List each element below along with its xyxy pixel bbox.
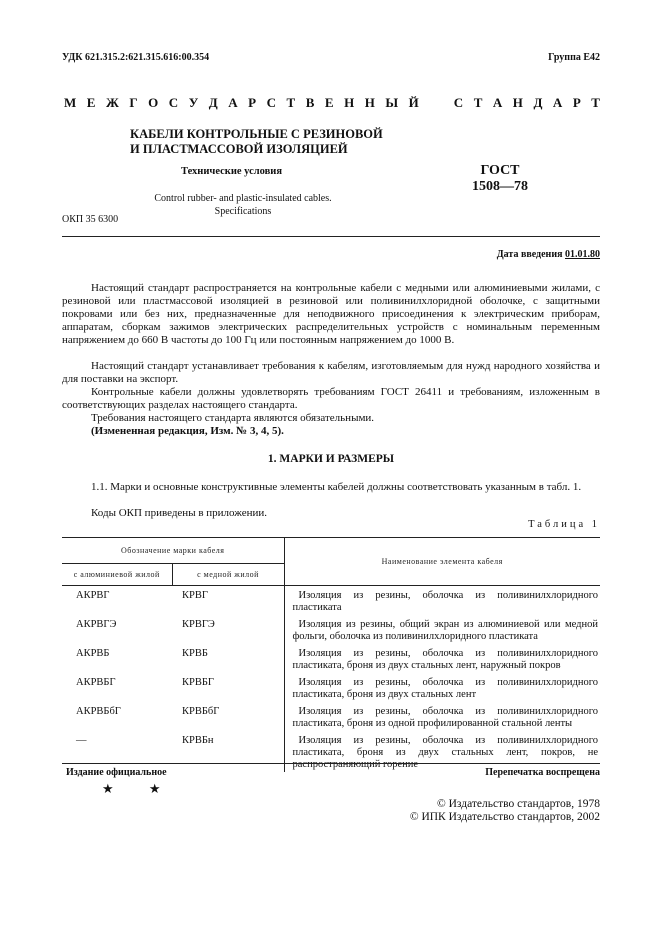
copyright-1978: © Издательство стандартов, 1978 — [436, 798, 600, 810]
banner-letter: М — [64, 95, 77, 110]
gost-label: ГОСТ — [480, 163, 520, 178]
header-element-name: Наименование элемента кабеля — [284, 538, 600, 586]
stars-icon: ★ ★ — [102, 781, 177, 796]
paragraph-okp-codes: Коды ОКП приведены в приложении. — [91, 507, 268, 519]
element-description: Изоляция из резины, оболочка из поливинилхлоридного пластиката, броня из одной профилированной стальной ленты — [284, 702, 600, 731]
grade-copper: КРВБ — [182, 648, 208, 659]
grade-copper: КРВБГ — [182, 677, 214, 688]
banner-letter: А — [552, 95, 563, 110]
paragraph-requirements: Контрольные кабели должны удовлетворять требованиям ГОСТ 26411 и требованиям, изложенным в соответствующих разделах настоящего стандарта. — [62, 386, 600, 411]
paragraph-purpose: Настоящий стандарт устанавливает требования к кабелям, изготовляемым для нужд народного хозяйства и для поставки на экспорт. — [62, 360, 600, 385]
cable-grades-table — [62, 537, 600, 772]
banner-letter: Ж — [105, 95, 119, 110]
doc-title-line2: И ПЛАСТМАССОВОЙ ИЗОЛЯЦИЕЙ — [130, 142, 348, 156]
doc-title — [130, 127, 383, 157]
header-divider — [62, 236, 600, 237]
gost-code: 1508—78 — [472, 179, 528, 194]
effective-date-value: 01.01.80 — [565, 249, 600, 260]
banner-letter: Й — [408, 95, 419, 110]
grade-aluminium: АКРВБбГ — [76, 706, 121, 717]
group-code: Группа Е42 — [548, 52, 600, 63]
banner-letter: О — [148, 95, 159, 110]
grade-aluminium: — — [76, 735, 87, 746]
table-row — [62, 673, 600, 702]
banner-letter: Е — [324, 95, 334, 110]
header-aluminium: с алюминиевой жилой — [73, 570, 160, 579]
banner-letter: Н — [364, 95, 375, 110]
english-title-line1: Control rubber- and plastic-insulated cables. — [154, 193, 332, 204]
grade-copper: КРВГЭ — [182, 619, 215, 630]
table-row — [62, 586, 600, 616]
footer-divider — [62, 763, 600, 764]
table-row — [62, 615, 600, 644]
banner-letter: С — [168, 95, 179, 110]
header-grade-designation: Обозначение марки кабеля — [62, 538, 284, 564]
english-title — [150, 192, 336, 218]
banner-letter: А — [228, 95, 238, 110]
grade-copper: КРВГ — [182, 590, 208, 601]
grade-copper: КРВБбГ — [182, 706, 220, 717]
banner-letter: Г — [129, 95, 138, 110]
table-row — [62, 731, 600, 772]
paragraph-scope: Настоящий стандарт распространяется на контрольные кабели с медными или алюминиевыми жилами, с резиновой или пластмассовой изоляцией в резиновой или поливинилхлоридной оболочке, с защитными покровами или без них, предназначенные для неподвижного присоединения к электрическим приборам, аппаратам, сборкам зажимов электрических распределительных устройств с номинальным переменным напряжением до 660 В частоты до 100 Гц или постоянным напряжением до 1000 В. — [62, 282, 600, 346]
grade-aluminium: АКРВБ — [76, 648, 110, 659]
banner-letter: У — [188, 95, 199, 110]
banner-letter: Т — [473, 95, 483, 110]
banner-letter: А — [492, 95, 503, 110]
effective-date-label: Дата введения — [496, 249, 563, 260]
grade-aluminium: АКРВГЭ — [76, 619, 117, 630]
banner-letter: С — [453, 95, 464, 110]
table-caption: Таблица 1 — [528, 519, 600, 530]
okp-code: ОКП 35 6300 — [62, 214, 119, 225]
banner-letter: Р — [572, 95, 581, 110]
udc-code: УДК 621.315.2:621.315.616:00.354 — [62, 52, 210, 63]
effective-date — [497, 249, 600, 260]
section-title: 1. МАРКИ И РАЗМЕРЫ — [267, 453, 395, 465]
amendment-note: (Измененная редакция, Изм. № 3, 4, 5). — [91, 425, 284, 437]
banner-letter: Н — [344, 95, 355, 110]
element-description: Изоляция из резины, оболочка из поливинилхлоридного пластиката, броня из двух стальных лент, наружный покров — [284, 644, 600, 673]
element-description: Изоляция из резины, оболочка из поливинилхлоридного пластиката — [284, 586, 600, 616]
standard-banner — [64, 95, 600, 111]
paragraph-1-1: 1.1. Марки и основные конструктивные элементы кабелей должны соответствовать указанным в табл. 1. — [91, 481, 582, 493]
banner-letter: Н — [512, 95, 523, 110]
banner-letter: Р — [248, 95, 257, 110]
banner-letter: С — [266, 95, 276, 110]
table-row — [62, 644, 600, 673]
doc-subtitle: Технические условия — [181, 166, 283, 177]
banner-letter: Т — [286, 95, 296, 110]
grade-aluminium: АКРВГ — [76, 590, 110, 601]
element-description: Изоляция из резины, оболочка из поливинилхлоридного пластиката, броня из двух стальных лент — [284, 673, 600, 702]
banner-letter: В — [305, 95, 315, 110]
official-edition: Издание официальное — [66, 767, 167, 778]
grade-copper: КРВБн — [182, 735, 214, 746]
english-title-line2: Specifications — [214, 206, 272, 217]
banner-letter: Д — [208, 95, 218, 110]
banner-letter: Т — [591, 95, 600, 110]
copyright-2002: © ИПК Издательство стандартов, 2002 — [409, 811, 600, 823]
element-description: Изоляция из резины, общий экран из алюминиевой или медной фольги, оболочка из поливинилхлоридного пластиката — [284, 615, 600, 644]
banner-gap — [429, 95, 443, 111]
header-copper: с медной жилой — [172, 564, 284, 586]
banner-letter: Е — [86, 95, 96, 110]
table-row — [62, 702, 600, 731]
gost-number — [472, 163, 528, 195]
doc-title-line1: КАБЕЛИ КОНТРОЛЬНЫЕ С РЕЗИНОВОЙ — [130, 127, 383, 141]
grade-aluminium: АКРВБГ — [76, 677, 116, 688]
paragraph-mandatory: Требования настоящего стандарта являются обязательными. — [91, 412, 375, 424]
banner-letter: Ы — [385, 95, 399, 110]
element-description: Изоляция из резины, оболочка из поливинилхлоридного пластиката, броня из двух стальных лент, покров, не распространяющий горение — [284, 731, 600, 772]
banner-letter: Д — [533, 95, 543, 110]
reprint-notice: Перепечатка воспрещена — [485, 767, 600, 778]
